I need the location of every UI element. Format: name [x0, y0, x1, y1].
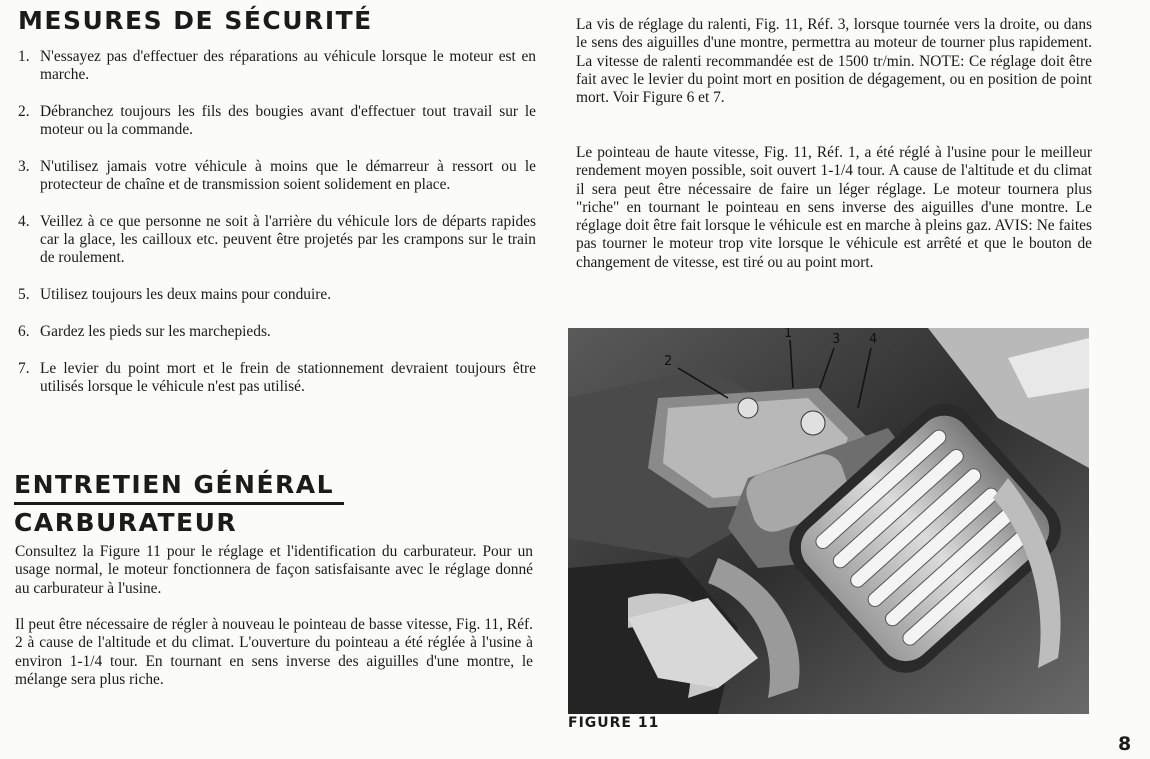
safety-item-text: N'utilisez jamais votre véhicule à moins que le démarreur à ressort ou le protecteur de chaîne et de transmission soient solidement en place.: [40, 158, 536, 193]
safety-item-text: Débranchez toujours les fils des bougies avant d'effectuer tout travail sur le moteur ou la commande.: [40, 103, 536, 138]
safety-item: [18, 213, 536, 267]
safety-item-text: Le levier du point mort et le frein de stationnement devraient toujours être utilisés lorsque le véhicule n'est pas utilisé.: [40, 360, 536, 395]
safety-item-number: 1.: [18, 48, 30, 65]
callout-4: 4: [869, 332, 878, 347]
safety-item: [18, 48, 536, 84]
safety-item: [18, 360, 536, 396]
safety-item-number: 7.: [18, 360, 30, 377]
safety-item: [18, 103, 536, 139]
safety-item-text: Utilisez toujours les deux mains pour conduire.: [40, 286, 332, 303]
figure-caption: FIGURE 11: [568, 715, 660, 731]
safety-item: [18, 158, 536, 194]
safety-item: [18, 286, 536, 304]
safety-measures-list: [18, 48, 536, 396]
heading-underline: [14, 502, 344, 505]
safety-item: [18, 323, 536, 341]
safety-item-text: Veillez à ce que personne ne soit à l'arrière du véhicule lors de départs rapides car la glace, les cailloux etc. peuvent être projetés par les crampons sur le train de roulement.: [40, 213, 536, 266]
safety-item-text: Gardez les pieds sur les marchepieds.: [40, 323, 271, 340]
safety-item-number: 2.: [18, 103, 30, 120]
paragraph-vis-ralenti: La vis de réglage du ralenti, Fig. 11, Réf. 3, lorsque tournée vers la droite, ou dans le sens des aiguilles d'une montre, permettra au moteur de tourner plus rapidement. La vitesse de ralenti recommandée est de 1500 tr/min. NOTE: Ce réglage doit être fait avec le levier du point mort en position de dégagement, ou en position de point mort. Voir Figure 6 et 7.: [576, 16, 1092, 107]
safety-item-number: 4.: [18, 213, 30, 230]
paragraph-consultez: Consultez la Figure 11 pour le réglage et l'identification du carburateur. Pour un usage normal, le moteur fonctionnera de façon satisfaisante avec le réglage donné au carburateur à l'usine.: [15, 543, 533, 597]
carburetor-photo: [568, 328, 1089, 714]
paragraph-pointeau-haute-vitesse: Le pointeau de haute vitesse, Fig. 11, Réf. 1, a été réglé à l'usine pour le meilleur rendement moyen possible, soit ouvert 1-1/4 tour. A cause de l'altitude et du climat il sera peut être nécessaire de faire un léger réglage. Le moteur tournera plus "riche" en tournant le pointeau en sens inverse des aiguilles d'une montre. Le réglage doit être fait lorsque le véhicule est en marche à pleins gaz. AVIS: Ne faites pas tourner le moteur trop vite lorsque le véhicule est arrêté et que le bouton de changement de vitesse, est tiré ou au point mort.: [576, 144, 1092, 271]
safety-item-number: 6.: [18, 323, 30, 340]
page-number: 8: [1118, 733, 1132, 755]
safety-item-text: N'essayez pas d'effectuer des réparations au véhicule lorsque le moteur est en marche.: [40, 48, 536, 83]
carburetor-illustration: [568, 328, 1089, 714]
safety-item-number: 5.: [18, 286, 30, 303]
safety-item-number: 3.: [18, 158, 30, 175]
paragraph-basse-vitesse: Il peut être nécessaire de régler à nouveau le pointeau de basse vitesse, Fig. 11, Réf. 2 à cause de l'altitude et du climat. L'ouverture du pointeau a été réglée à l'usine à environ 1-1/4 tour. En tournant en sens inverse des aiguilles d'une montre, le mélange sera plus riche.: [15, 616, 533, 688]
heading-mesures-de-securite: MESURES DE SÉCURITÉ: [18, 6, 373, 35]
callout-3: 3: [832, 332, 841, 347]
callout-1: 1: [784, 328, 793, 341]
heading-carburateur: CARBURATEUR: [14, 508, 238, 537]
callout-2: 2: [664, 354, 673, 369]
heading-entretien-general: ENTRETIEN GÉNÉRAL: [14, 470, 335, 499]
